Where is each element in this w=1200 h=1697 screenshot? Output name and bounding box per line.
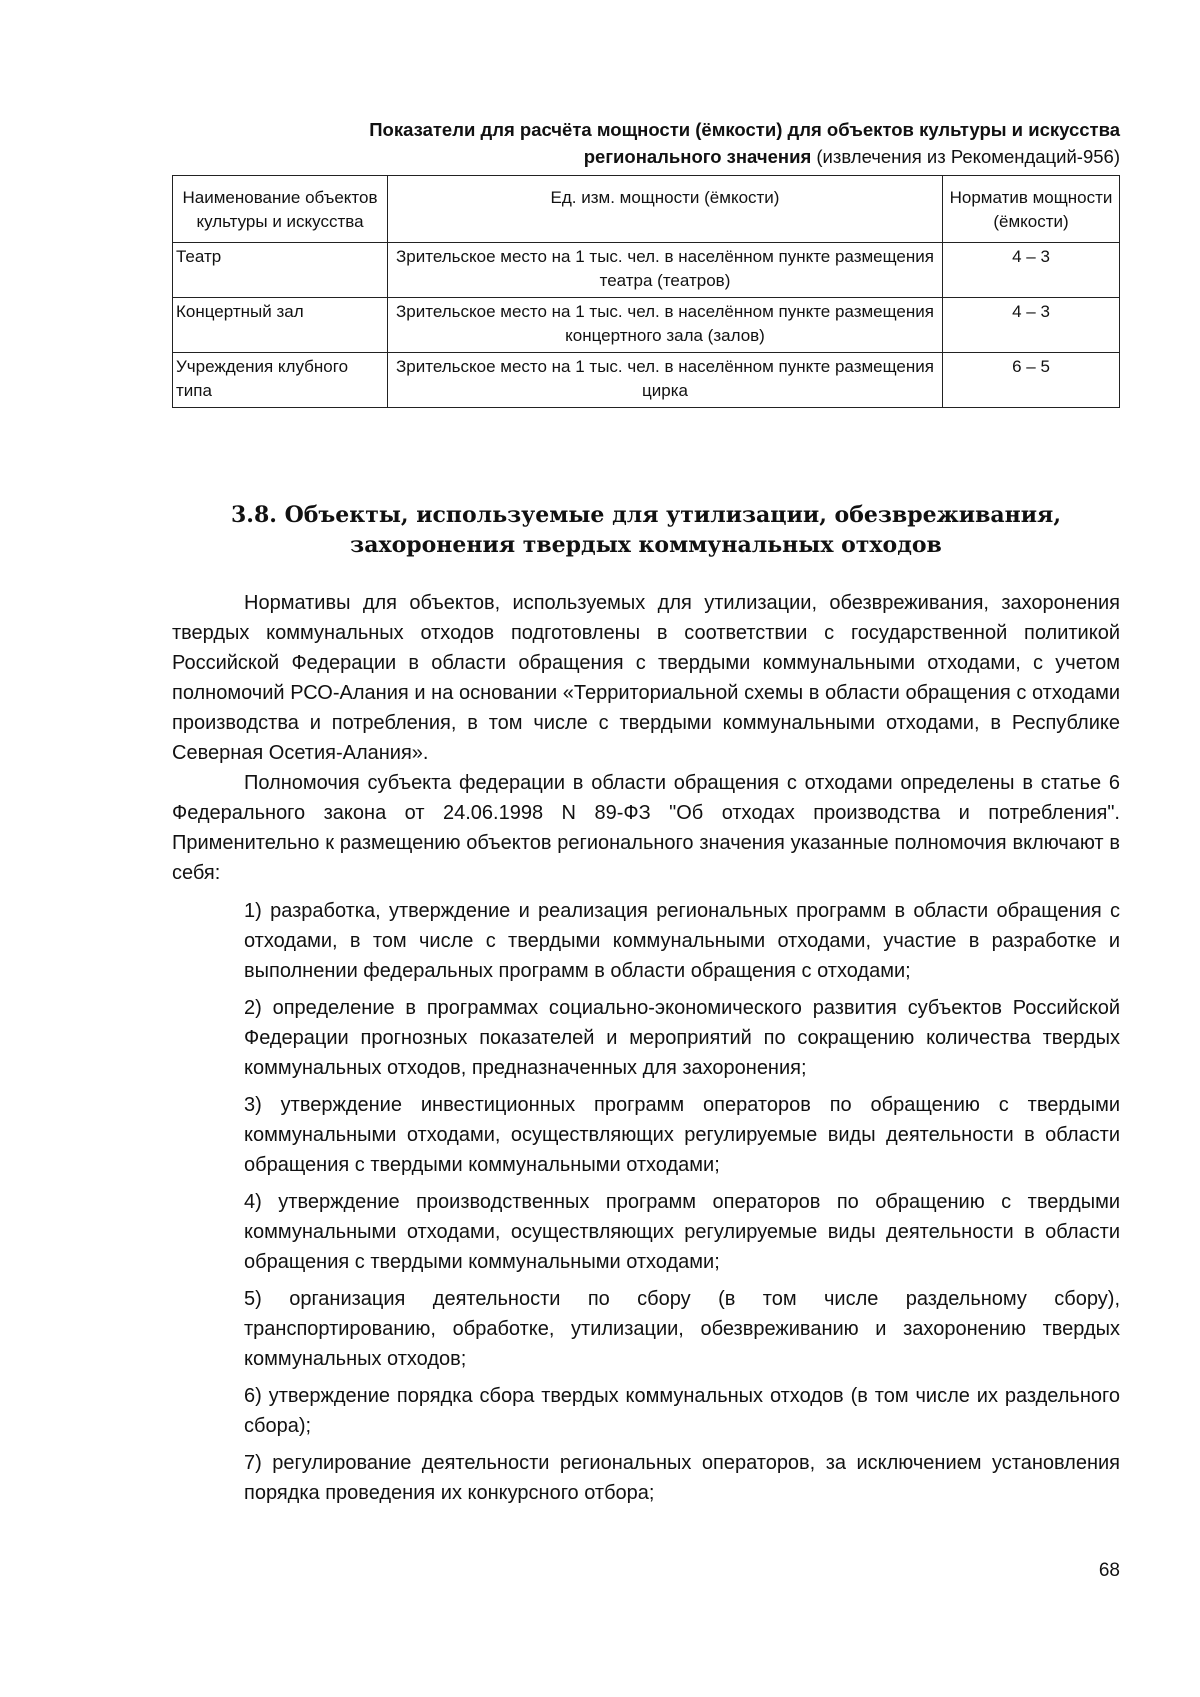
row-name: Театр bbox=[173, 243, 388, 298]
row-name: Учреждения клубного типа bbox=[173, 353, 388, 408]
table-caption-line2 bbox=[172, 143, 1120, 170]
list-item: 5) организация деятельности по сбору (в том числе раздельному сбору), транспортированию, обработке, утилизации, обезвреживанию и захоронению твердых коммунальных отходов; bbox=[244, 1288, 1120, 1370]
body-text bbox=[172, 588, 1120, 1515]
section-heading bbox=[172, 500, 1120, 560]
table-caption-bold-1: Показатели для расчёта мощности (ёмкости) для объектов культуры и искусства bbox=[369, 119, 1120, 140]
header-norm: Норматив мощности (ёмкости) bbox=[943, 176, 1120, 243]
section-title-line1: 3.8. Объекты, используемые для утилизации, обезвреживания, bbox=[231, 502, 1061, 528]
list-item: 2) определение в программах социально-экономического развития субъектов Российской Федерации прогнозных показателей и мероприятий по сокращению количества твердых коммунальных отходов, предназначенных для захоронения; bbox=[244, 997, 1120, 1079]
norms-table bbox=[172, 175, 1120, 408]
list-item: 7) регулирование деятельности региональных операторов, за исключением установления порядка проведения их конкурсного отбора; bbox=[244, 1452, 1120, 1504]
row-name: Концертный зал bbox=[173, 298, 388, 353]
table-row bbox=[173, 243, 1120, 298]
row-unit: Зрительское место на 1 тыс. чел. в населённом пункте размещения цирка bbox=[388, 353, 943, 408]
paragraph: Полномочия субъекта федерации в области обращения с отходами определены в статье 6 Федерального закона от 24.06.1998 N 89-ФЗ "Об отходах производства и потребления". Применительно к размещению объектов регионального значения указанные полномочия включают в себя: bbox=[172, 772, 1120, 884]
table-caption-source: (извлечения из Рекомендаций-956) bbox=[811, 146, 1120, 167]
row-value: 6 – 5 bbox=[943, 353, 1120, 408]
row-unit: Зрительское место на 1 тыс. чел. в населённом пункте размещения концертного зала (залов) bbox=[388, 298, 943, 353]
list-item: 1) разработка, утверждение и реализация региональных программ в области обращения с отходами, в том числе с твердыми коммунальными отходами, участие в разработке и выполнении федеральных программ в области обращения с отходами; bbox=[244, 900, 1120, 982]
paragraph: Нормативы для объектов, используемых для утилизации, обезвреживания, захоронения твердых коммунальных отходов подготовлены в соответствии с государственной политикой Российской Федерации в области обращения с твердыми коммунальными отходами, с учетом полномочий РСО-Алания и на основании «Территориальной схемы в области обращения с отходами производства и потребления, в том числе с твердыми коммунальными отходами, в Республике Северная Осетия-Алания». bbox=[172, 592, 1120, 764]
list-item: 6) утверждение порядка сбора твердых коммунальных отходов (в том числе их раздельного сбора); bbox=[244, 1385, 1120, 1437]
list-item: 4) утверждение производственных программ операторов по обращению с твердыми коммунальными отходами, осуществляющих регулируемые виды деятельности в области обращения с твердыми коммунальными отходами; bbox=[244, 1191, 1120, 1273]
row-value: 4 – 3 bbox=[943, 298, 1120, 353]
page-number: 68 bbox=[1098, 1560, 1120, 1581]
table-caption-bold-2: регионального значения bbox=[583, 146, 812, 167]
list-item: 3) утверждение инвестиционных программ операторов по обращению с твердыми коммунальными отходами, осуществляющих регулируемые виды деятельности в области обращения с твердыми коммунальными отходами; bbox=[244, 1094, 1120, 1176]
table-header-row bbox=[173, 176, 1120, 243]
table-caption-line1 bbox=[172, 116, 1120, 143]
section-title-line2: захоронения твердых коммунальных отходов bbox=[350, 532, 942, 558]
table-row bbox=[173, 298, 1120, 353]
table-row bbox=[173, 353, 1120, 408]
powers-list bbox=[244, 896, 1120, 1508]
header-unit: Ед. изм. мощности (ёмкости) bbox=[388, 176, 943, 243]
row-value: 4 – 3 bbox=[943, 243, 1120, 298]
row-unit: Зрительское место на 1 тыс. чел. в населённом пункте размещения театра (театров) bbox=[388, 243, 943, 298]
header-object-name: Наименование объектов культуры и искусства bbox=[173, 176, 388, 243]
